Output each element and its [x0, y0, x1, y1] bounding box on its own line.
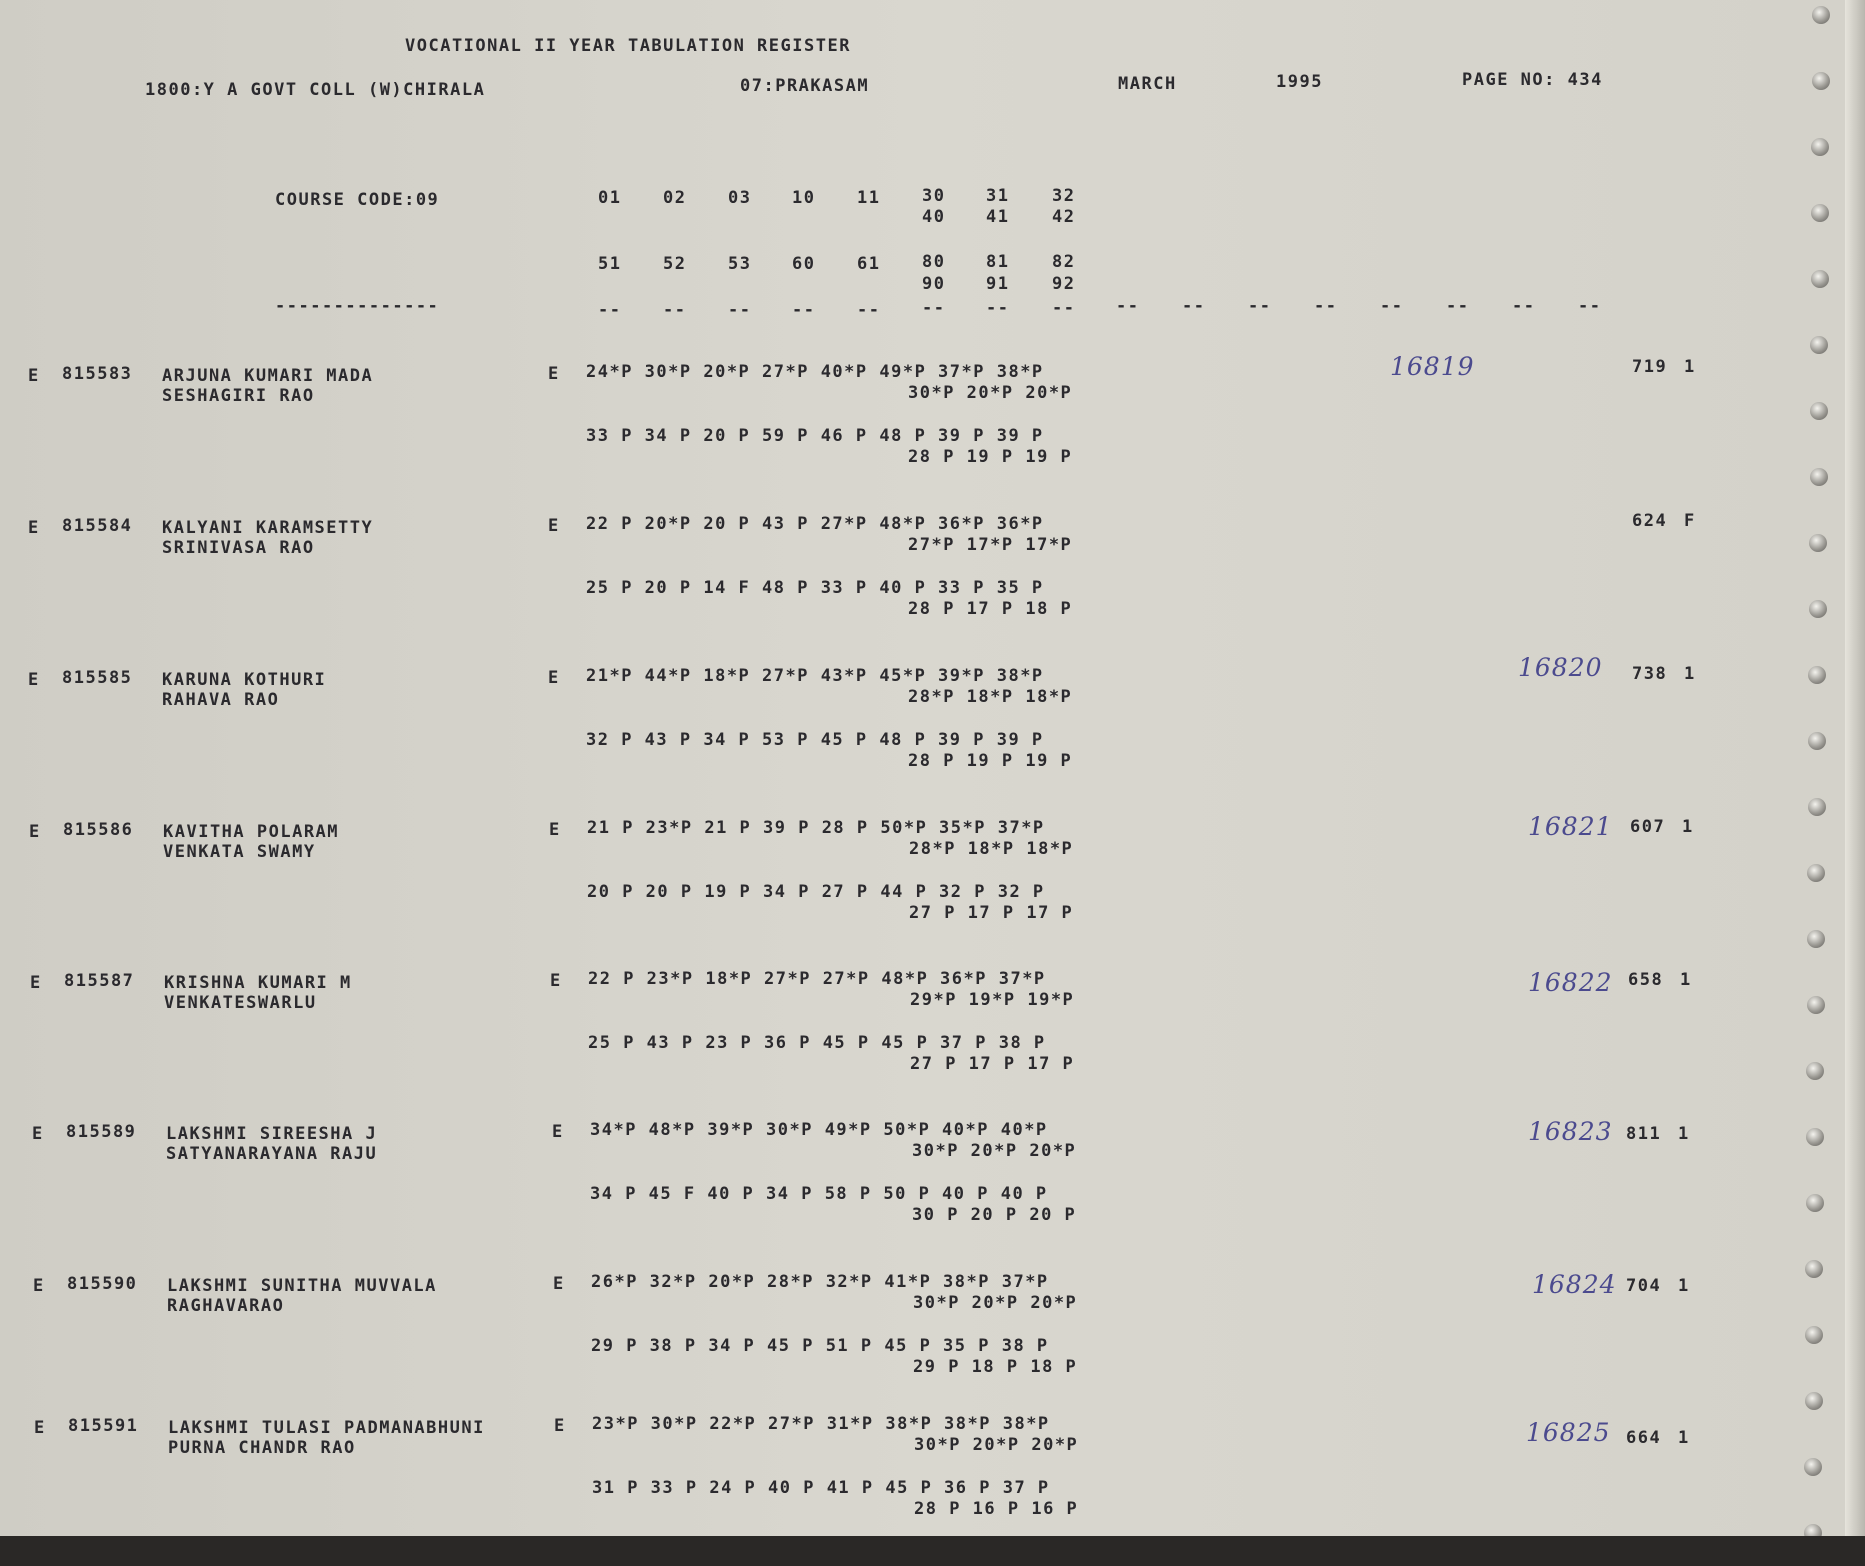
dash-separator: --: [728, 300, 752, 320]
subject-code: 80: [922, 252, 946, 272]
record-flag: E: [28, 366, 40, 386]
binder-hole: [1812, 6, 1830, 24]
marks-row1: 23*P 30*P 22*P 27*P 31*P 38*P 38*P 38*P: [592, 1414, 1050, 1434]
page-shadow: [0, 1536, 1865, 1566]
roll-number: 815583: [62, 364, 133, 384]
marks-row1-extra: 30*P 20*P 20*P: [908, 383, 1073, 403]
total-marks: 664: [1626, 1428, 1662, 1448]
marks-row1: 34*P 48*P 39*P 30*P 49*P 50*P 40*P 40*P: [590, 1120, 1048, 1140]
marks-row2: 33 P 34 P 20 P 59 P 46 P 48 P 39 P 39 P: [586, 426, 1044, 446]
father-name: SRINIVASA RAO: [162, 538, 315, 558]
marks-row1: 24*P 30*P 20*P 27*P 40*P 49*P 37*P 38*P: [586, 362, 1044, 382]
binder-hole: [1809, 600, 1827, 618]
total-marks: 719: [1632, 357, 1668, 377]
handwritten-serial: 16824: [1532, 1270, 1617, 1299]
subject-code: 31: [986, 186, 1010, 206]
dash-separator: --: [1446, 296, 1470, 316]
marks-row2-extra: 30 P 20 P 20 P: [912, 1205, 1077, 1225]
father-name: SATYANARAYANA RAJU: [166, 1144, 378, 1164]
marks-row1: 21 P 23*P 21 P 39 P 28 P 50*P 35*P 37*P: [587, 818, 1045, 838]
father-name: SESHAGIRI RAO: [162, 386, 315, 406]
marks-row2: 25 P 43 P 23 P 36 P 45 P 45 P 37 P 38 P: [588, 1033, 1046, 1053]
binder-hole: [1810, 468, 1828, 486]
marks-row2-extra: 28 P 17 P 18 P: [908, 599, 1073, 619]
subject-code: 10: [792, 188, 816, 208]
father-name: RAHAVA RAO: [162, 690, 280, 710]
handwritten-serial: 16823: [1528, 1117, 1613, 1146]
medium: E: [548, 516, 560, 536]
student-name: ARJUNA KUMARI MADA: [162, 366, 374, 386]
result: 1: [1678, 1428, 1690, 1448]
dash-separator: --: [922, 298, 946, 318]
subject-code: 51: [598, 254, 622, 274]
dash-separator: --: [1116, 296, 1140, 316]
marks-row1: 21*P 44*P 18*P 27*P 43*P 45*P 39*P 38*P: [586, 666, 1044, 686]
dash-separator: --: [598, 300, 622, 320]
medium: E: [554, 1416, 566, 1436]
student-name: KARUNA KOTHURI: [162, 670, 327, 690]
result: 1: [1684, 664, 1696, 684]
father-name: VENKATA SWAMY: [163, 842, 316, 862]
marks-row1-extra: 30*P 20*P 20*P: [912, 1141, 1077, 1161]
marks-row1-extra: 30*P 20*P 20*P: [914, 1435, 1079, 1455]
marks-row2: 31 P 33 P 24 P 40 P 41 P 45 P 36 P 37 P: [592, 1478, 1050, 1498]
dash-separator: --: [1380, 296, 1404, 316]
marks-row2-extra: 27 P 17 P 17 P: [910, 1054, 1075, 1074]
subject-code: 11: [857, 188, 881, 208]
total-marks: 607: [1630, 817, 1666, 837]
student-name: KRISHNA KUMARI M: [164, 973, 352, 993]
student-name: LAKSHMI SIREESHA J: [166, 1124, 378, 1144]
subject-code: 91: [986, 274, 1010, 294]
page-number: PAGE NO: 434: [1462, 70, 1603, 90]
binder-hole: [1808, 666, 1826, 684]
binder-hole: [1809, 534, 1827, 552]
page-edge: [1845, 0, 1865, 1536]
roll-number: 815585: [62, 668, 133, 688]
binder-hole: [1811, 204, 1829, 222]
subject-code: 81: [986, 252, 1010, 272]
binder-hole: [1807, 930, 1825, 948]
binder-hole: [1811, 138, 1829, 156]
student-name: KALYANI KARAMSETTY: [162, 518, 374, 538]
marks-row2: 29 P 38 P 34 P 45 P 51 P 45 P 35 P 38 P: [591, 1336, 1049, 1356]
total-marks: 704: [1626, 1276, 1662, 1296]
binder-hole: [1807, 996, 1825, 1014]
marks-row1-extra: 30*P 20*P 20*P: [913, 1293, 1078, 1313]
medium: E: [553, 1274, 565, 1294]
medium: E: [548, 364, 560, 384]
result: 1: [1684, 357, 1696, 377]
medium: E: [552, 1122, 564, 1142]
college-name: 1800:Y A GOVT COLL (W)CHIRALA: [145, 80, 486, 100]
marks-row1-extra: 28*P 18*P 18*P: [909, 839, 1074, 859]
subject-code: 30: [922, 186, 946, 206]
subject-code: 60: [792, 254, 816, 274]
subject-code: 03: [728, 188, 752, 208]
subject-code: 02: [663, 188, 687, 208]
binder-hole: [1806, 1062, 1824, 1080]
marks-row1-extra: 28*P 18*P 18*P: [908, 687, 1073, 707]
marks-row2: 34 P 45 F 40 P 34 P 58 P 50 P 40 P 40 P: [590, 1184, 1048, 1204]
binder-hole: [1804, 1458, 1822, 1476]
dash-separator: --: [663, 300, 687, 320]
record-flag: E: [33, 1276, 45, 1296]
record-flag: E: [28, 518, 40, 538]
binder-hole: [1811, 270, 1829, 288]
marks-row2-extra: 28 P 19 P 19 P: [908, 751, 1073, 771]
marks-row1-extra: 27*P 17*P 17*P: [908, 535, 1073, 555]
subject-code: 61: [857, 254, 881, 274]
dash-separator: --: [857, 300, 881, 320]
marks-row1-extra: 29*P 19*P 19*P: [910, 990, 1075, 1010]
subject-code: 32: [1052, 186, 1076, 206]
binder-hole: [1805, 1392, 1823, 1410]
roll-number: 815590: [67, 1274, 138, 1294]
medium: E: [548, 668, 560, 688]
dash-separator: --: [1512, 296, 1536, 316]
subject-code: 82: [1052, 252, 1076, 272]
roll-number: 815587: [64, 971, 135, 991]
record-flag: E: [28, 670, 40, 690]
marks-row1: 22 P 20*P 20 P 43 P 27*P 48*P 36*P 36*P: [586, 514, 1044, 534]
total-marks: 811: [1626, 1124, 1662, 1144]
subject-code: 92: [1052, 274, 1076, 294]
handwritten-serial: 16821: [1528, 812, 1613, 841]
medium: E: [549, 820, 561, 840]
subject-code: 41: [986, 207, 1010, 227]
total-marks: 624: [1632, 511, 1668, 531]
marks-row2: 25 P 20 P 14 F 48 P 33 P 40 P 33 P 35 P: [586, 578, 1044, 598]
subject-code: 01: [598, 188, 622, 208]
exam-year: 1995: [1276, 72, 1323, 92]
record-flag: E: [34, 1418, 46, 1438]
father-name: PURNA CHANDR RAO: [168, 1438, 356, 1458]
binder-hole: [1810, 402, 1828, 420]
record-flag: E: [32, 1124, 44, 1144]
subject-code: 53: [728, 254, 752, 274]
marks-row2: 20 P 20 P 19 P 34 P 27 P 44 P 32 P 32 P: [587, 882, 1045, 902]
father-name: RAGHAVARAO: [167, 1296, 285, 1316]
record-flag: E: [29, 822, 41, 842]
handwritten-serial: 16820: [1518, 653, 1603, 682]
result: 1: [1678, 1124, 1690, 1144]
binder-hole: [1806, 1194, 1824, 1212]
marks-row1: 26*P 32*P 20*P 28*P 32*P 41*P 38*P 37*P: [591, 1272, 1049, 1292]
roll-number: 815586: [63, 820, 134, 840]
course-code-label: COURSE CODE:09: [275, 190, 440, 210]
binder-hole: [1805, 1260, 1823, 1278]
binder-hole: [1805, 1326, 1823, 1344]
dash-separator: --: [1248, 296, 1272, 316]
result: 1: [1678, 1276, 1690, 1296]
marks-row2: 32 P 43 P 34 P 53 P 45 P 48 P 39 P 39 P: [586, 730, 1044, 750]
handwritten-serial: 16825: [1526, 1418, 1611, 1447]
binder-hole: [1808, 732, 1826, 750]
result: F: [1684, 511, 1696, 531]
handwritten-serial: 16819: [1390, 352, 1475, 381]
father-name: VENKATESWARLU: [164, 993, 317, 1013]
binder-hole: [1808, 798, 1826, 816]
dash-separator: --: [792, 300, 816, 320]
record-flag: E: [30, 973, 42, 993]
handwritten-serial: 16822: [1528, 968, 1613, 997]
district: 07:PRAKASAM: [740, 76, 870, 96]
binder-hole: [1807, 864, 1825, 882]
dash-separator: --: [1314, 296, 1338, 316]
marks-row2-extra: 28 P 16 P 16 P: [914, 1499, 1079, 1519]
subject-code: 90: [922, 274, 946, 294]
total-marks: 658: [1628, 970, 1664, 990]
roll-number: 815584: [62, 516, 133, 536]
subject-code: 52: [663, 254, 687, 274]
subject-code: 40: [922, 207, 946, 227]
marks-row1: 22 P 23*P 18*P 27*P 27*P 48*P 36*P 37*P: [588, 969, 1046, 989]
dash-separator: --: [1052, 298, 1076, 318]
student-name: LAKSHMI TULASI PADMANABHUNI: [168, 1418, 485, 1438]
exam-month: MARCH: [1118, 74, 1177, 94]
dash-separator: --: [986, 298, 1010, 318]
binder-hole: [1812, 72, 1830, 90]
marks-row2-extra: 27 P 17 P 17 P: [909, 903, 1074, 923]
roll-number: 815589: [66, 1122, 137, 1142]
marks-row2-extra: 28 P 19 P 19 P: [908, 447, 1073, 467]
student-name: KAVITHA POLARAM: [163, 822, 340, 842]
marks-row2-extra: 29 P 18 P 18 P: [913, 1357, 1078, 1377]
binder-hole: [1810, 336, 1828, 354]
student-name: LAKSHMI SUNITHA MUVVALA: [167, 1276, 437, 1296]
register-title: VOCATIONAL II YEAR TABULATION REGISTER: [405, 36, 851, 56]
binder-hole: [1806, 1128, 1824, 1146]
dash-separator: --: [1578, 296, 1602, 316]
result: 1: [1682, 817, 1694, 837]
result: 1: [1680, 970, 1692, 990]
medium: E: [550, 971, 562, 991]
name-dash-separator: --------------: [275, 296, 440, 316]
roll-number: 815591: [68, 1416, 139, 1436]
subject-code: 42: [1052, 207, 1076, 227]
dash-separator: --: [1182, 296, 1206, 316]
total-marks: 738: [1632, 664, 1668, 684]
